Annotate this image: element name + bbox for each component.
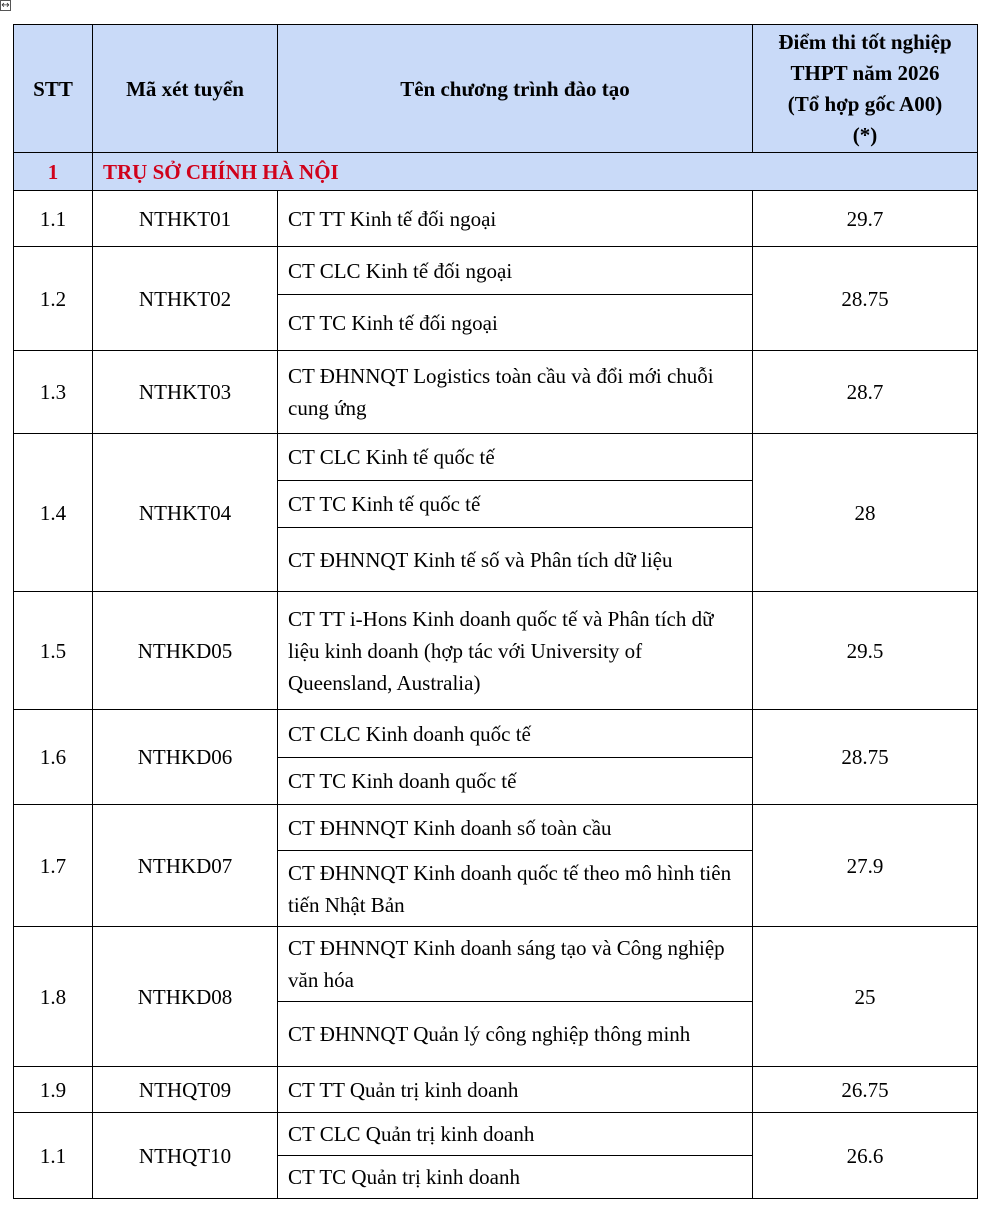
- row-code: NTHKD07: [93, 805, 278, 927]
- section-title: TRỤ SỞ CHÍNH HÀ NỘI: [93, 153, 978, 191]
- row-stt: 1.1: [14, 1113, 93, 1199]
- program-name: CT TT i-Hons Kinh doanh quốc tế và Phân tích dữ liệu kinh doanh (hợp tác với University of Queensland, Australia): [278, 592, 753, 710]
- row-score: 25: [753, 927, 978, 1067]
- row-code: NTHQT09: [93, 1067, 278, 1113]
- row-code: NTHQT10: [93, 1113, 278, 1199]
- header-stt: STT: [14, 25, 93, 153]
- program-name: CT ĐHNNQT Quản lý công nghiệp thông minh: [278, 1002, 753, 1067]
- program-name: CT TC Kinh tế quốc tế: [278, 481, 753, 528]
- program-name: CT ĐHNNQT Kinh doanh quốc tế theo mô hình tiên tiến Nhật Bản: [278, 851, 753, 927]
- program-name: CT ĐHNNQT Kinh tế số và Phân tích dữ liệu: [278, 528, 753, 592]
- row-score: 28.75: [753, 710, 978, 805]
- row-stt: 1.5: [14, 592, 93, 710]
- row-code: NTHKT01: [93, 191, 278, 247]
- program-name: CT TC Quản trị kinh doanh: [278, 1156, 753, 1199]
- row-score: 29.7: [753, 191, 978, 247]
- row-stt: 1.3: [14, 351, 93, 434]
- row-score: 28.7: [753, 351, 978, 434]
- row-code: NTHKT02: [93, 247, 278, 351]
- row-stt: 1.2: [14, 247, 93, 351]
- row-score: 26.75: [753, 1067, 978, 1113]
- row-code: NTHKT04: [93, 434, 278, 592]
- table-row: [14, 434, 978, 481]
- table-body: [14, 153, 978, 1199]
- table-row: [14, 1067, 978, 1113]
- header-program: Tên chương trình đào tạo: [278, 25, 753, 153]
- table-row: [14, 191, 978, 247]
- table-row: [14, 247, 978, 295]
- program-name: CT ĐHNNQT Kinh doanh sáng tạo và Công nghiệp văn hóa: [278, 927, 753, 1002]
- row-code: NTHKD05: [93, 592, 278, 710]
- program-name: CT CLC Kinh doanh quốc tế: [278, 710, 753, 758]
- table-row: [14, 592, 978, 710]
- program-name: CT CLC Quản trị kinh doanh: [278, 1113, 753, 1156]
- move-handle-icon[interactable]: ↔: [1, 0, 10, 11]
- program-name: CT CLC Kinh tế đối ngoại: [278, 247, 753, 295]
- program-name: CT ĐHNNQT Logistics toàn cầu và đổi mới chuỗi cung ứng: [278, 351, 753, 434]
- table-row: [14, 927, 978, 1002]
- row-score: 29.5: [753, 592, 978, 710]
- admission-score-table: [13, 24, 978, 1199]
- header-code: Mã xét tuyển: [93, 25, 278, 153]
- table-row: [14, 351, 978, 434]
- table-row: [14, 805, 978, 851]
- header-score-line: THPT năm 2026: [790, 60, 940, 85]
- header-score-line: Điểm thi tốt nghiệp: [778, 29, 952, 54]
- header-score-line: (*): [852, 122, 878, 147]
- row-code: NTHKD06: [93, 710, 278, 805]
- program-name: CT ĐHNNQT Kinh doanh số toàn cầu: [278, 805, 753, 851]
- section-stt: 1: [14, 153, 93, 191]
- section-row: [14, 153, 978, 191]
- row-stt: 1.8: [14, 927, 93, 1067]
- program-name: CT CLC Kinh tế quốc tế: [278, 434, 753, 481]
- row-score: 27.9: [753, 805, 978, 927]
- row-stt: 1.1: [14, 191, 93, 247]
- row-score: 28.75: [753, 247, 978, 351]
- row-stt: 1.4: [14, 434, 93, 592]
- program-name: CT TC Kinh doanh quốc tế: [278, 758, 753, 805]
- row-score: 28: [753, 434, 978, 592]
- header-score: [753, 25, 978, 153]
- table-row: [14, 1113, 978, 1156]
- row-stt: 1.9: [14, 1067, 93, 1113]
- table-row: [14, 710, 978, 758]
- table-header-row: [14, 25, 978, 153]
- row-stt: 1.7: [14, 805, 93, 927]
- row-code: NTHKD08: [93, 927, 278, 1067]
- header-score-line: (Tổ hợp gốc A00): [787, 91, 943, 116]
- row-score: 26.6: [753, 1113, 978, 1199]
- row-code: NTHKT03: [93, 351, 278, 434]
- row-stt: 1.6: [14, 710, 93, 805]
- program-name: CT TC Kinh tế đối ngoại: [278, 295, 753, 351]
- program-name: CT TT Kinh tế đối ngoại: [278, 191, 753, 247]
- program-name: CT TT Quản trị kinh doanh: [278, 1067, 753, 1113]
